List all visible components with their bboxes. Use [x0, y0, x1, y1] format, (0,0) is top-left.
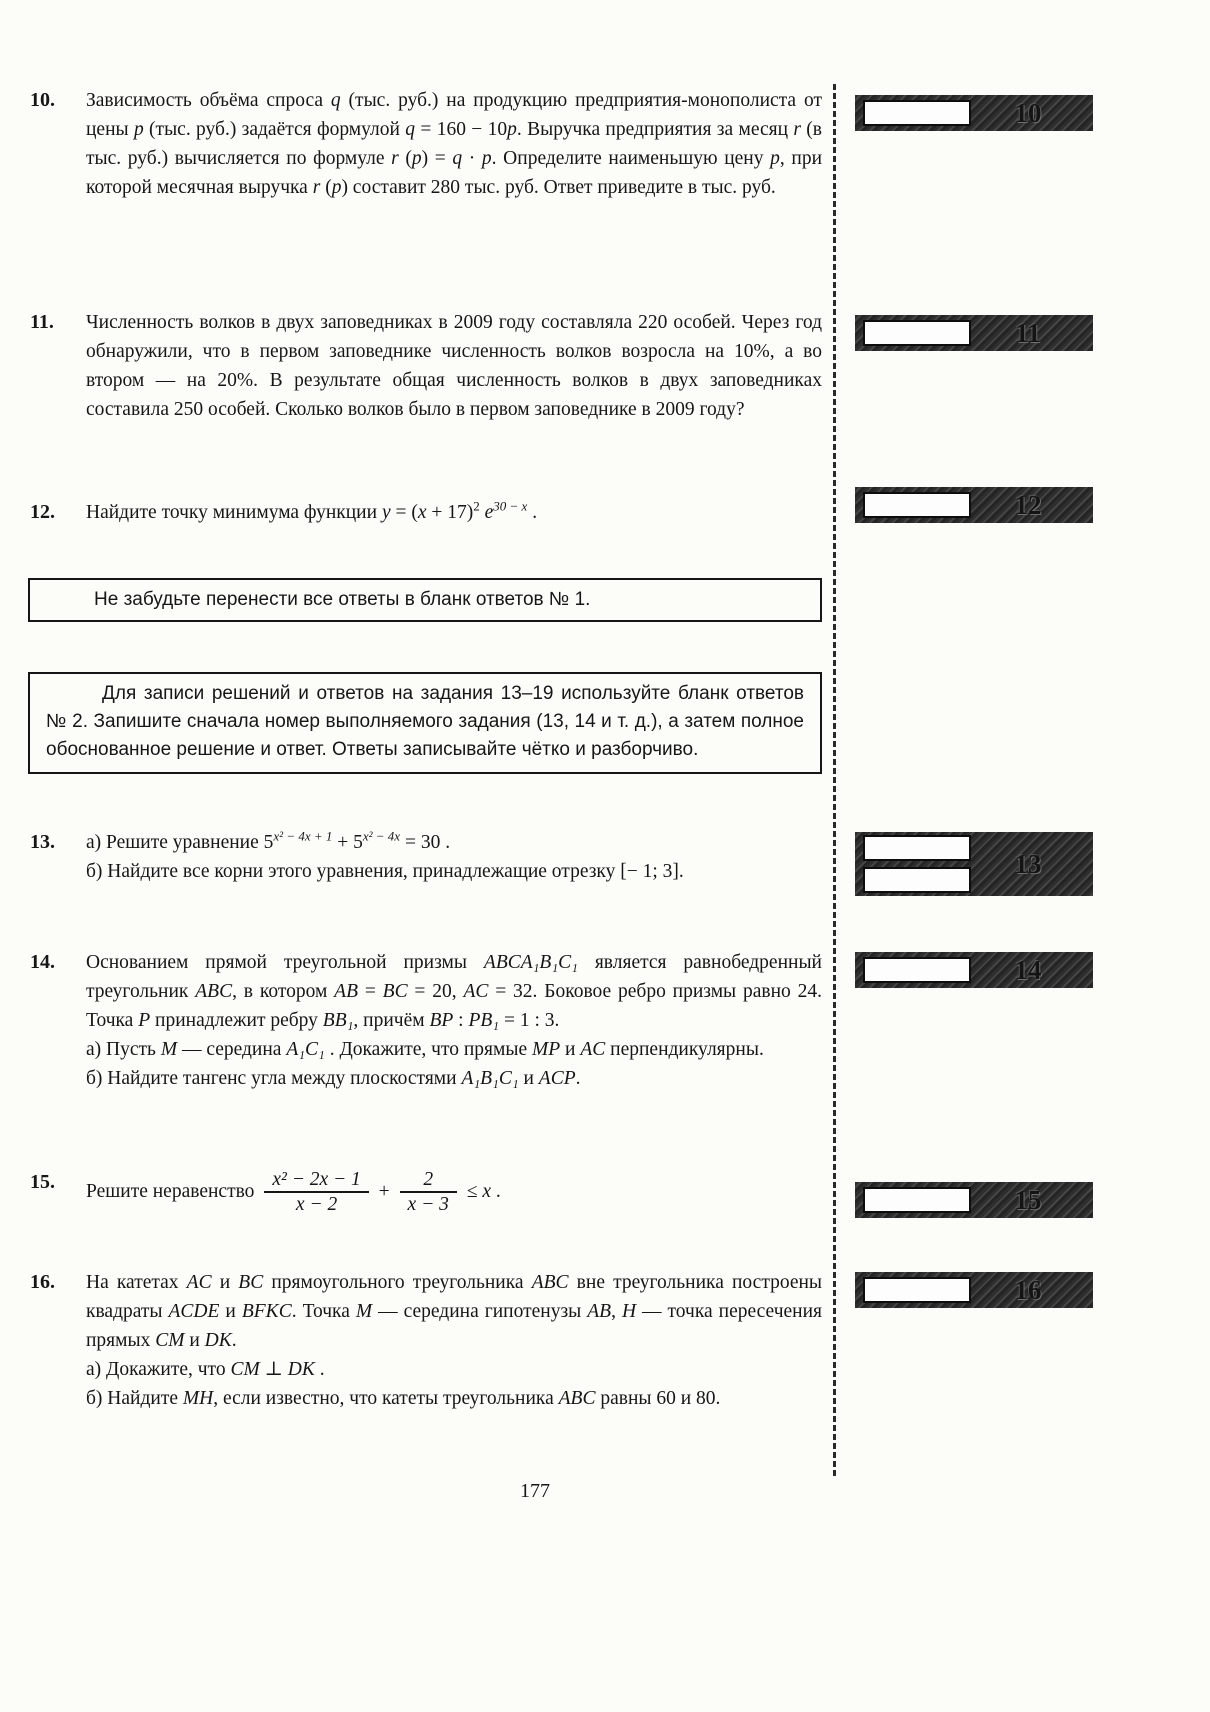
- answer-strip-number: 12: [1014, 489, 1042, 520]
- answer-strip-16: [855, 1272, 1093, 1308]
- answer-strip-number: 14: [1014, 954, 1042, 985]
- answer-strip-11: [855, 315, 1093, 351]
- answer-box-12[interactable]: [863, 492, 971, 518]
- problem-number: 16.: [30, 1271, 55, 1293]
- answer-strip-12: [855, 487, 1093, 523]
- problem-16: [30, 1268, 822, 1413]
- answer-strip-number: 11: [1015, 317, 1041, 348]
- notice-text: Для записи решений и ответов на задания 13–19 используйте бланк ответов № 2. Запишите сначала номер выполняемого задания (13, 14 и т. д.), а затем полное обоснованное решение и ответ. Ответы записывайте чётко и разборчиво.: [46, 683, 804, 760]
- problem-text: Зависимость объёма спроса q (тыс. руб.) на продукцию предприятия-монополиста от цены p (тыс. руб.) задаётся формулой q = 160 − 10p. Выручка предприятия за месяц r (в тыс. руб.) вычисляется по формуле r (p) = q · p. Определите наименьшую цену p, при которой месячная выручка r (p) составит 280 тыс. руб. Ответ приведите в тыс. руб.: [86, 90, 823, 198]
- answer-strip-number: 13: [1014, 848, 1042, 879]
- answer-strip-10: [855, 95, 1093, 131]
- problem-14: [30, 948, 822, 1093]
- problem-number: 10.: [30, 89, 55, 111]
- problem-12: [30, 498, 822, 527]
- answer-box-13b[interactable]: [863, 867, 971, 893]
- problem-number: 13.: [30, 831, 55, 853]
- problem-text: Численность волков в двух заповедниках в 2009 году составляла 220 особей. Через год обнаружили, что в первом заповеднике численность волков возросла на 10%, а во втором — на 20%. В результате общая численность волков в двух заповедниках составила 250 особей. Сколько волков было в первом заповеднике в 2009 году?: [86, 312, 822, 420]
- problem-text: На катетах AC и BC прямоугольного треугольника ABC вне треугольника построены квадраты ACDE и BFKC. Точка M — середина гипотенузы AB, H — точка пересечения прямых CM и DK. а) Докажите, что CM ⊥ DK . б) Найдите MH, если известно, что катеты треугольника ABC равны 60 и 80.: [86, 1272, 823, 1409]
- notice-transfer-answers: [28, 578, 822, 622]
- answer-box-11[interactable]: [863, 320, 971, 346]
- answer-box-13a[interactable]: [863, 835, 971, 861]
- answer-strip-14: [855, 952, 1093, 988]
- problem-11: [30, 308, 822, 424]
- answer-box-15[interactable]: [863, 1187, 971, 1213]
- notice-blank2-instructions: [28, 672, 822, 774]
- answer-strip-15: [855, 1182, 1093, 1218]
- answer-strip-13: [855, 832, 1093, 896]
- problem-number: 14.: [30, 951, 55, 973]
- problem-number: 15.: [30, 1171, 55, 1193]
- problem-text: Основанием прямой треугольной призмы ABCA₁B₁C₁ является равнобедренный треугольник ABC, в котором AB = BC = 20, AC = 32. Боковое ребро призмы равно 24. Точка P принадлежит ребру BB₁, причём BP : PB₁ = 1 : 3. а) Пусть M — середина A₁C₁ . Докажите, что прямые MP и AC перпендикулярны. б) Найдите тангенс угла между плоскостями A₁B₁C₁ и ACP.: [86, 952, 823, 1089]
- answer-box-16[interactable]: [863, 1277, 971, 1303]
- answer-strip-number: 10: [1014, 97, 1042, 128]
- problem-text: а) Решите уравнение $5^{x^2 - 4x + 1} + 5^{x^2 - 4x} = 30$ . б) Найдите все корни этого уравнения, принадлежащие отрезку [− 1; 3].: [86, 828, 684, 882]
- separator-dashed-line: [833, 84, 836, 1476]
- answer-strip-number: 16: [1014, 1274, 1042, 1305]
- problem-number: 12.: [30, 501, 55, 523]
- answer-strip-number: 15: [1014, 1184, 1042, 1215]
- answer-box-10[interactable]: [863, 100, 971, 126]
- notice-text: Не забудьте перенести все ответы в бланк ответов № 1.: [94, 589, 591, 610]
- problem-text: Решите неравенство $\frac{\text{x² − 2x − 1}}{x - 2}$ + $\frac{2}{x - 3}$ ≤ x .: [86, 1169, 501, 1216]
- problem-number: 11.: [30, 311, 54, 333]
- problem-15: [30, 1168, 822, 1217]
- page-number: 177: [520, 1480, 550, 1502]
- answer-box-14[interactable]: [863, 957, 971, 983]
- problem-10: [30, 86, 822, 202]
- problem-13: [30, 828, 822, 886]
- problem-text: Найдите точку минимума функции $y = (x + 17)^2$ $e^{30 - x}$ .: [86, 498, 538, 523]
